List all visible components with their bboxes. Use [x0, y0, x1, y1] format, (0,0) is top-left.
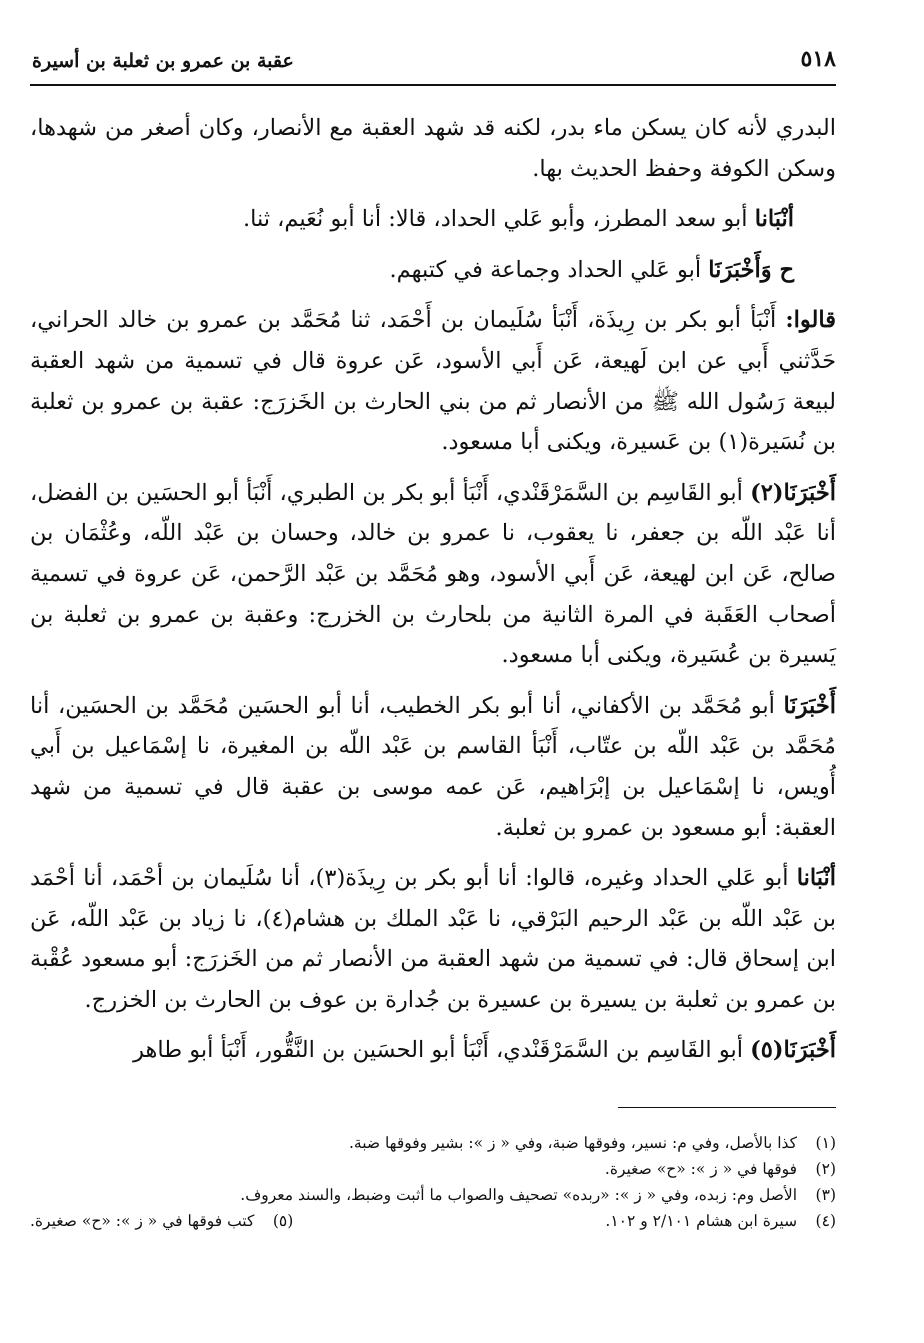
footnote-number: (٢): [815, 1160, 836, 1178]
footnote-text: الأصل وم: زبده، وفي « ز »: «ربده» تصحيف والصواب ما أثبت وضبط، والسند معروف.: [240, 1186, 798, 1204]
paragraph: [30, 1030, 836, 1071]
footnote-number: (١): [815, 1134, 836, 1152]
footnote-text: كتب فوقها في « ز »: «ح» صغيرة.: [30, 1212, 255, 1230]
paragraph-text: أبو القَاسِم بن السَّمَرْقَنْدي، أَنْبَأ أبو بكر بن الطبري، أَنْبَأ أبو الحسَين بن الفضل، أنا عَبْد اللّه بن جعفر، نا يعقوب، نا عمرو بن خالد، وحسان بن عَبْد اللّه، وعُثْمَان بن صالح، عَن ابن لهيعة، عَن أَبي الأسود، وهو مُحَمَّد بن عَبْد الرَّحمن، عَن عروة في تسمية أصحاب العَقَبة في المرة الثانية من بلحارث بن الخزرج: وعقبة بن عمرو بن ثعلبة بن يَسيرة بن عُسَيرة، ويكنى أبا مسعود.: [30, 479, 836, 669]
paragraph-lead: أَخْبَرَنَا(٥): [750, 1037, 836, 1064]
footnote-number: (٥): [272, 1212, 294, 1230]
paragraph-text: أَنْبَأ أبو بكر بن رِيذَة، أَنْبَأ سُلَيمان بن أَحْمَد، ثنا مُحَمَّد بن عمرو بن خالد الحراني، حَدَّثني أَبي عن ابن لَهيعة، عَن أَبي الأسود، عَن عروة قال في تسمية من شهد العقبة لبيعة رَسُول الله ﷺ من الأنصار ثم من بني الحارث بن الخَزرَج: عقبة بن عمرو بن ثعلبة بن نُسَيرة(١) بن عَسيرة، ويكنى أبا مسعود.: [30, 307, 836, 456]
page-header: [30, 40, 836, 86]
footnote: [605, 1208, 836, 1234]
paragraph-text: أبو عَلي الحداد وغيره، قالوا: أنا أبو بكر بن رِيذَة(٣)، أنا سُلَيمان بن أحْمَد، أنا أحْمَد بن عَبْد اللّه بن عَبْد الرحيم البَرْقي، نا عَبْد الملك بن هشام(٤)، نا زياد بن عَبْد اللّه، عَن ابن إسحاق قال: في تسمية من شهد العقبة من الأنصار ثم من الخَزرَج: أبو مسعود عُقْبة بن عمرو بن ثعلبة بن يسيرة بن عسيرة بن جُدارة بن عوف بن الحارث بن الخزرج.: [30, 865, 837, 1013]
footnote-text: كذا بالأصل، وفي م: نسير، وفوقها ضبة، وفي « ز »: بشير وفوقها ضبة.: [348, 1134, 798, 1152]
footnote: [30, 1130, 836, 1156]
paragraph-text: أبو سعد المطرز، وأبو عَلي الحداد، قالا: أنا أبو نُعَيم، ثنا.: [242, 206, 755, 233]
page-number: ٥١٨: [800, 46, 836, 72]
paragraph-lead: أنْبَانا: [754, 206, 794, 233]
paragraph: [30, 250, 836, 291]
footnote: [30, 1156, 836, 1182]
paragraph-text: أبو عَلي الحداد وجماعة في كتبهم.: [389, 256, 709, 283]
footnote-number: (٣): [815, 1186, 836, 1204]
footnotes: [30, 1130, 836, 1234]
paragraph-text: البدري لأنه كان يسكن ماء بدر، لكنه قد شهد العقبة مع الأنصار، وكان أصغر من شهدها، وسكن الكوفة وحفظ الحديث بها.: [30, 115, 836, 182]
footnote: [30, 1208, 293, 1234]
footnote-pair: [30, 1208, 836, 1234]
paragraph-lead: أَخْبَرَنَا(٢): [750, 479, 836, 506]
paragraph: [30, 858, 836, 1020]
main-text: [30, 108, 836, 1081]
paragraph: [30, 473, 836, 676]
paragraph: [30, 108, 836, 189]
paragraph: [30, 300, 836, 462]
paragraph-lead: قالوا:: [785, 307, 836, 334]
running-title: عقبة بن عمرو بن ثعلبة بن أسيرة: [32, 50, 294, 72]
footnote: [30, 1182, 836, 1208]
footnote-text: سيرة ابن هشام ٢/١٠١ و ١٠٢.: [605, 1212, 798, 1230]
footnote-number: (٤): [815, 1212, 836, 1230]
paragraph: [30, 199, 836, 240]
paragraph-lead: أَخْبَرَنَا: [783, 692, 836, 719]
footnote-divider: [618, 1107, 836, 1108]
footnote-text: فوقها في « ز »: «ح» صغيرة.: [604, 1160, 798, 1178]
paragraph-lead: أنْبَانا: [796, 865, 836, 892]
paragraph: [30, 686, 836, 848]
paragraph-text: أبو القَاسِم بن السَّمَرْقَنْدي، أَنْبَأ أبو الحسَين بن النَّقُّور، أَنْبَأ أبو طاهر: [133, 1037, 751, 1064]
paragraph-lead: ح وَأَخْبَرَنَا: [708, 256, 794, 283]
paragraph-text: أبو مُحَمَّد بن الأكفاني، أنا أبو بكر الخطيب، أنا أبو الحسَين مُحَمَّد بن الحسَين، أنا مُحَمَّد بن عَبْد اللّه بن عتّاب، أَنْبَأ القاسم بن عَبْد اللّه بن المغيرة، نا إسْمَاعيل بن أَبي أُويس، نا إسْمَاعيل بن إبْرَاهيم، عَن عمه موسى بن عقبة قال في تسمية من شهد العقبة: أبو مسعود بن عمرو بن ثعلبة.: [30, 692, 836, 841]
